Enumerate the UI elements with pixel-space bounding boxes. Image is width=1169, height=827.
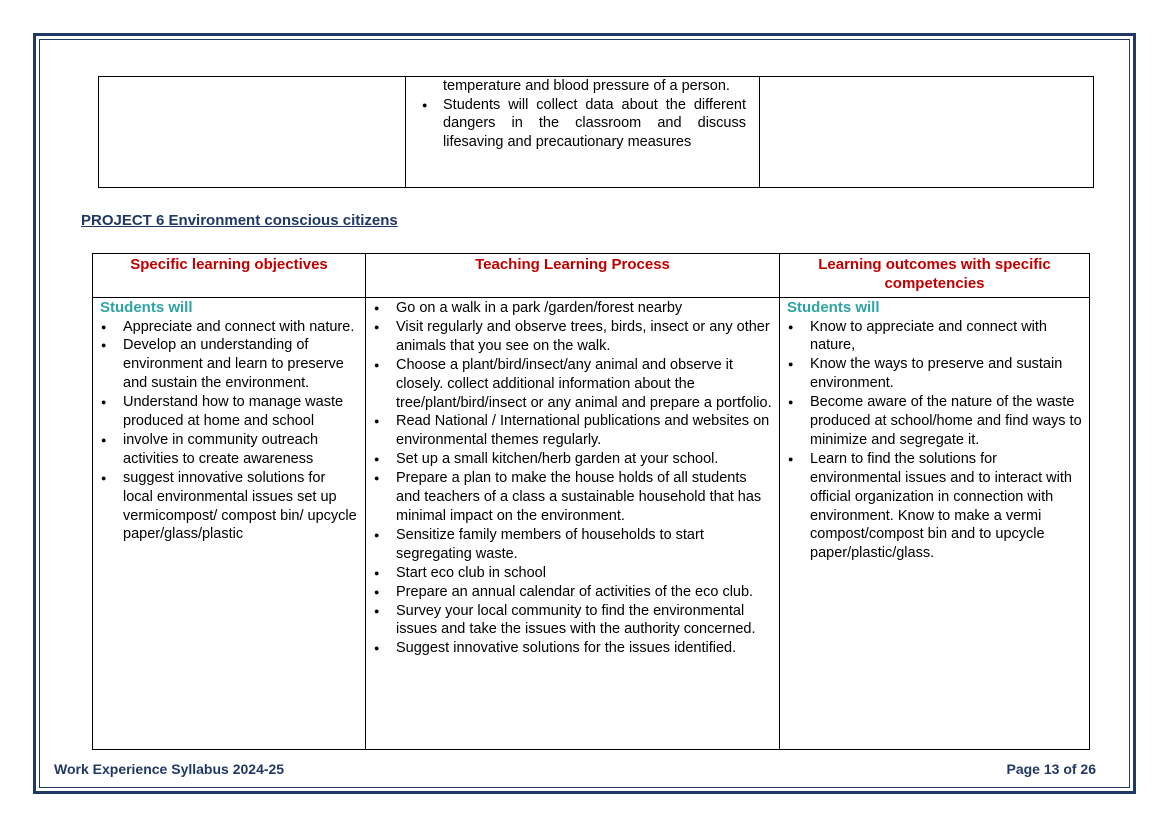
list-item: ● Read National / International publications and websites on environmental themes regularly. [373, 412, 773, 450]
process-list [373, 299, 773, 658]
list-item: ● Develop an understanding of environment and learn to preserve and sustain the environment. [100, 336, 359, 393]
list-item: ● Suggest innovative solutions for the issues identified. [373, 639, 773, 658]
continued-right-cell [760, 77, 1094, 188]
list-item: ● Understand how to manage waste produced at home and school [100, 393, 359, 431]
header-outcomes: Learning outcomes with specific competencies [780, 254, 1090, 298]
list-item: ● Sensitize family members of households to start segregating waste. [373, 526, 773, 564]
list-item: ● Set up a small kitchen/herb garden at your school. [373, 450, 773, 469]
list-item: ● Survey your local community to find the environmental issues and take the issues with the authority concerned. [373, 602, 773, 640]
outcomes-intro: Students will [787, 299, 880, 316]
list-item: ● Appreciate and connect with nature. [100, 318, 359, 337]
table-row [93, 298, 1090, 750]
list-item: temperature and blood pressure of a person. [443, 78, 730, 94]
project-table [92, 253, 1090, 750]
list-item: ● Visit regularly and observe trees, birds, insect or any other animals that you see on the walk. [373, 318, 773, 356]
process-cell [366, 298, 780, 750]
list-item: ● Students will collect data about the different dangers in the classroom and discuss lifesaving and precautionary measures [406, 96, 759, 152]
objectives-intro: Students will [100, 299, 193, 316]
list-item: ● Know to appreciate and connect with nature, [787, 318, 1083, 356]
list-item: ● Start eco club in school [373, 564, 773, 583]
list-item: ● Become aware of the nature of the waste produced at school/home and find ways to minimize and segregate it. [787, 393, 1083, 450]
table-header-row [93, 254, 1090, 298]
header-process: Teaching Learning Process [366, 254, 780, 298]
project-title: PROJECT 6 Environment conscious citizens [81, 212, 398, 229]
list-item: ● involve in community outreach activities to create awareness [100, 431, 359, 469]
objectives-cell [93, 298, 366, 750]
list-item: ● Choose a plant/bird/insect/any animal and observe it closely. collect additional information about the tree/plant/bird/insect or any animal and prepare a portfolio. [373, 356, 773, 413]
header-objectives: Specific learning objectives [93, 254, 366, 298]
list-item: ● Prepare a plan to make the house holds of all students and teachers of a class a sustainable household that has minimal impact on the environment. [373, 469, 773, 526]
objectives-list [100, 318, 359, 545]
continued-middle-cell [406, 77, 760, 188]
outcomes-list [787, 318, 1083, 564]
list-item: ● Know the ways to preserve and sustain environment. [787, 355, 1083, 393]
continued-table [98, 76, 1094, 188]
continued-middle-list [406, 77, 759, 151]
page-number: Page 13 of 26 [1006, 761, 1096, 777]
list-item: ● Learn to find the solutions for environmental issues and to interact with official organization in connection with environment. Know to make a vermi compost/compost bin and to upcycle paper/plastic/glass. [787, 450, 1083, 563]
outcomes-cell [780, 298, 1090, 750]
continued-left-cell [99, 77, 406, 188]
list-item: ● suggest innovative solutions for local environmental issues set up vermicompost/ compost bin/ upcycle paper/glass/plastic [100, 469, 359, 545]
footer-title: Work Experience Syllabus 2024-25 [54, 761, 285, 777]
list-item: ● Prepare an annual calendar of activities of the eco club. [373, 583, 773, 602]
list-item: ● Go on a walk in a park /garden/forest nearby [373, 299, 773, 318]
